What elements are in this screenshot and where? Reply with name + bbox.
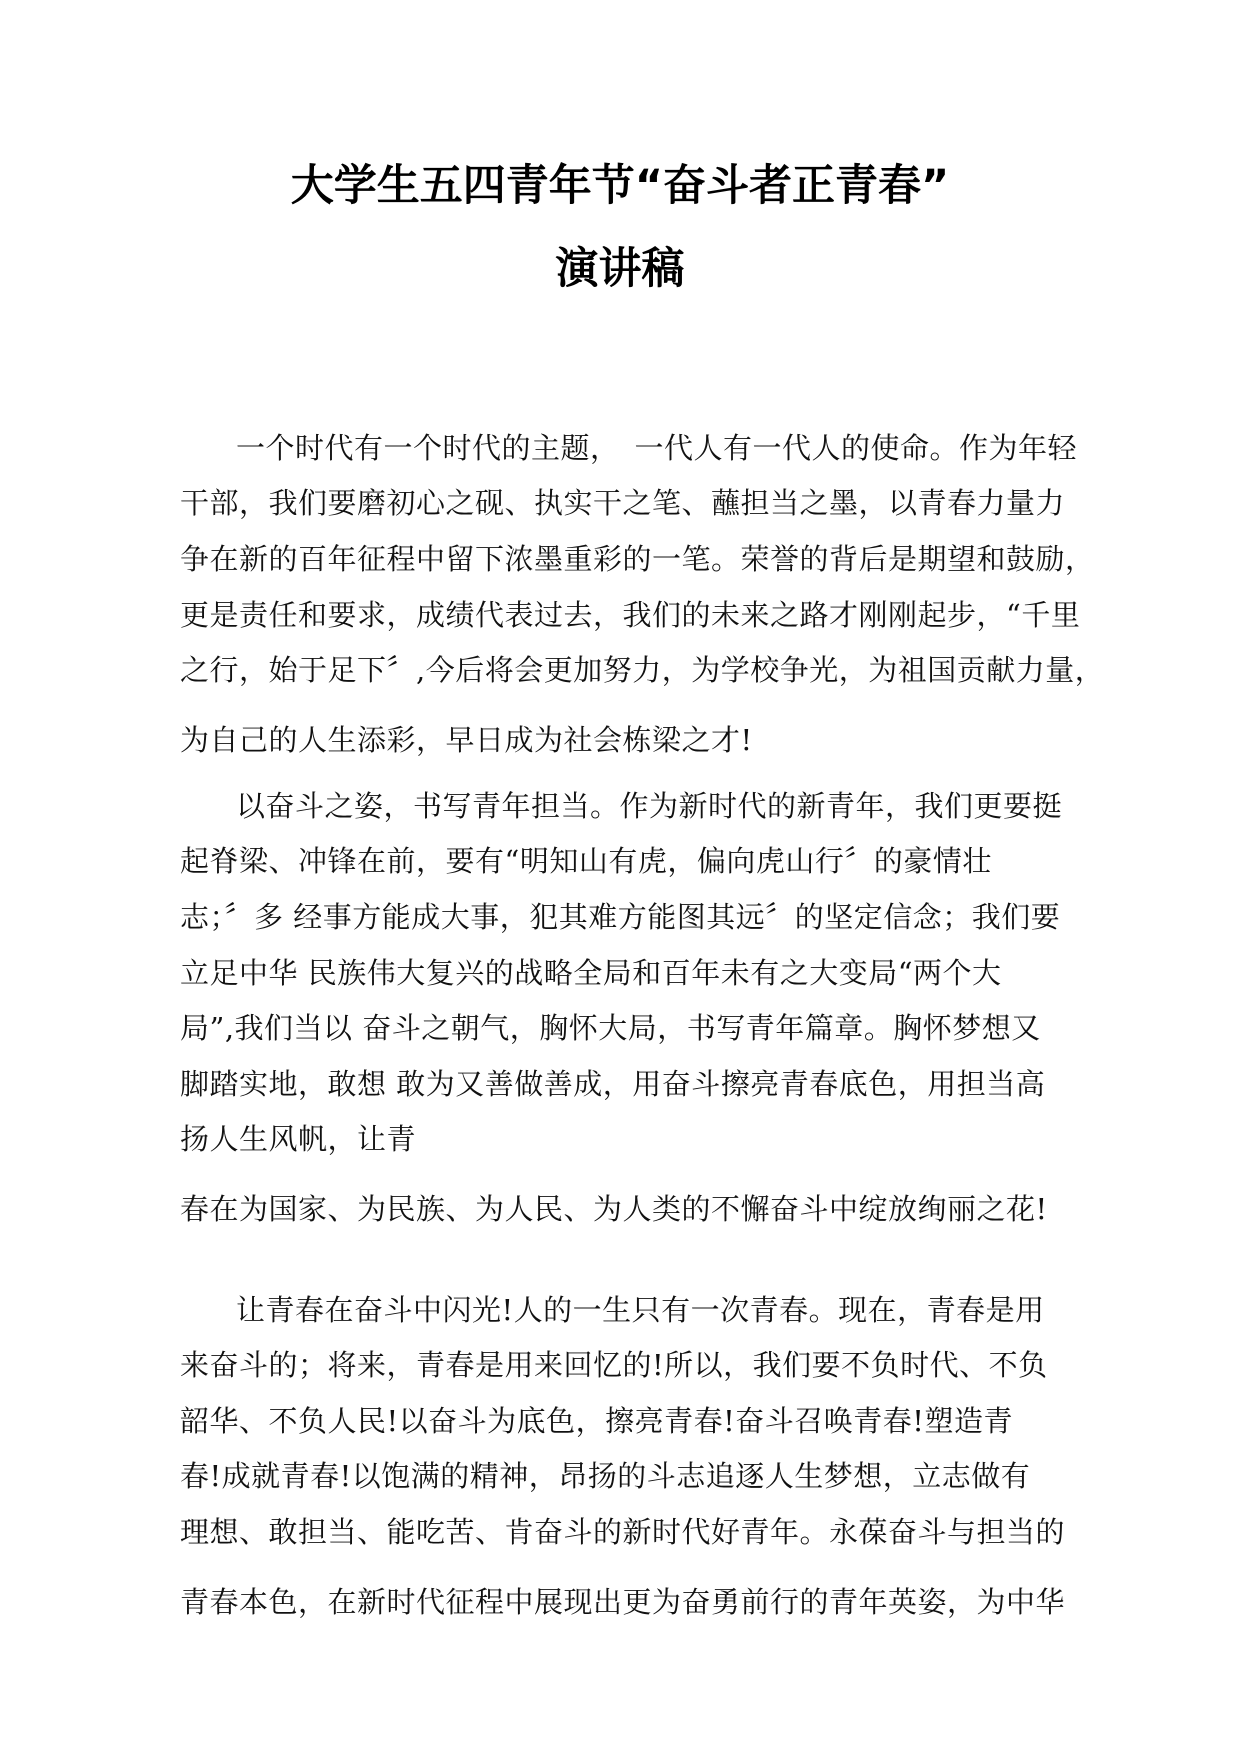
paragraph-1-line-3: 争在新的百年征程中留下浓墨重彩的一笔。荣誉的背后是期望和鼓励， — [180, 542, 1095, 576]
paragraph-2-line-1: 以奋斗之姿，书写青年担当。作为新时代的新青年，我们更要挺 — [236, 789, 1063, 823]
paragraph-2-line-4: 立足中华 民族伟大复兴的战略全局和百年未有之大变局“两个大 — [180, 956, 1002, 990]
paragraph-1-line-1: 一个时代有一个时代的主题， 一代人有一代人的使命。作为年轻 — [236, 431, 1078, 465]
paragraph-2-line-2: 起脊梁、冲锋在前，要有“明知山有虎，偏向虎山行〞的豪情壮 — [180, 844, 992, 878]
paragraph-3-line-3: 韶华、不负人民!以奋斗为底色，擦亮青春!奋斗召唤青春!塑造青 — [180, 1404, 1013, 1438]
paragraph-1-line-4: 更是责任和要求，成绩代表过去，我们的未来之路才刚刚起步，“千里 — [180, 598, 1081, 632]
paragraph-2-line-3: 志；〞多 经事方能成大事，犯其难方能图其远〞的坚定信念；我们要 — [180, 900, 1061, 934]
paragraph-3-line-4: 春!成就青春!以饱满的精神，昂扬的斗志追逐人生梦想，立志做有 — [180, 1459, 1031, 1493]
paragraph-2-line-7: 扬人生风帆，让青 — [180, 1122, 417, 1156]
paragraph-3-line-5: 理想、敢担当、能吃苦、肯奋斗的新时代好青年。永葆奋斗与担当的 — [180, 1515, 1066, 1549]
paragraph-3-line-1: 让青春在奋斗中闪光!人的一生只有一次青春。现在，青春是用 — [236, 1293, 1045, 1327]
document-title-line-1: 大学生五四青年节“奋斗者正青春” — [290, 161, 950, 211]
paragraph-2-line-5: 局”,我们当以 奋斗之朝气，胸怀大局，书写青年篇章。胸怀梦想又 — [180, 1011, 1041, 1045]
paragraph-3-line-6: 青春本色，在新时代征程中展现出更为奋勇前行的青年英姿，为中华 — [180, 1585, 1066, 1619]
paragraph-1-line-5: 之行，始于足下〞,今后将会更加努力，为学校争光，为祖国贡献力量， — [180, 653, 1105, 687]
paragraph-1-line-2: 干部，我们要磨初心之砚、执实干之笔、蘸担当之墨，以青春力量力 — [180, 486, 1066, 520]
paragraph-2-line-8: 春在为国家、为民族、为人民、为人类的不懈奋斗中绽放绚丽之花! — [180, 1192, 1048, 1226]
paragraph-3-line-2: 来奋斗的；将来，青春是用来回忆的!所以，我们要不负时代、不负 — [180, 1348, 1048, 1382]
document-title-line-2: 演讲稿 — [555, 244, 685, 294]
paragraph-2-line-6: 脚踏实地，敢想 敢为又善做善成，用奋斗擦亮青春底色，用担当高 — [180, 1067, 1046, 1101]
paragraph-1-line-6: 为自己的人生添彩，早日成为社会栋梁之才! — [180, 723, 753, 757]
